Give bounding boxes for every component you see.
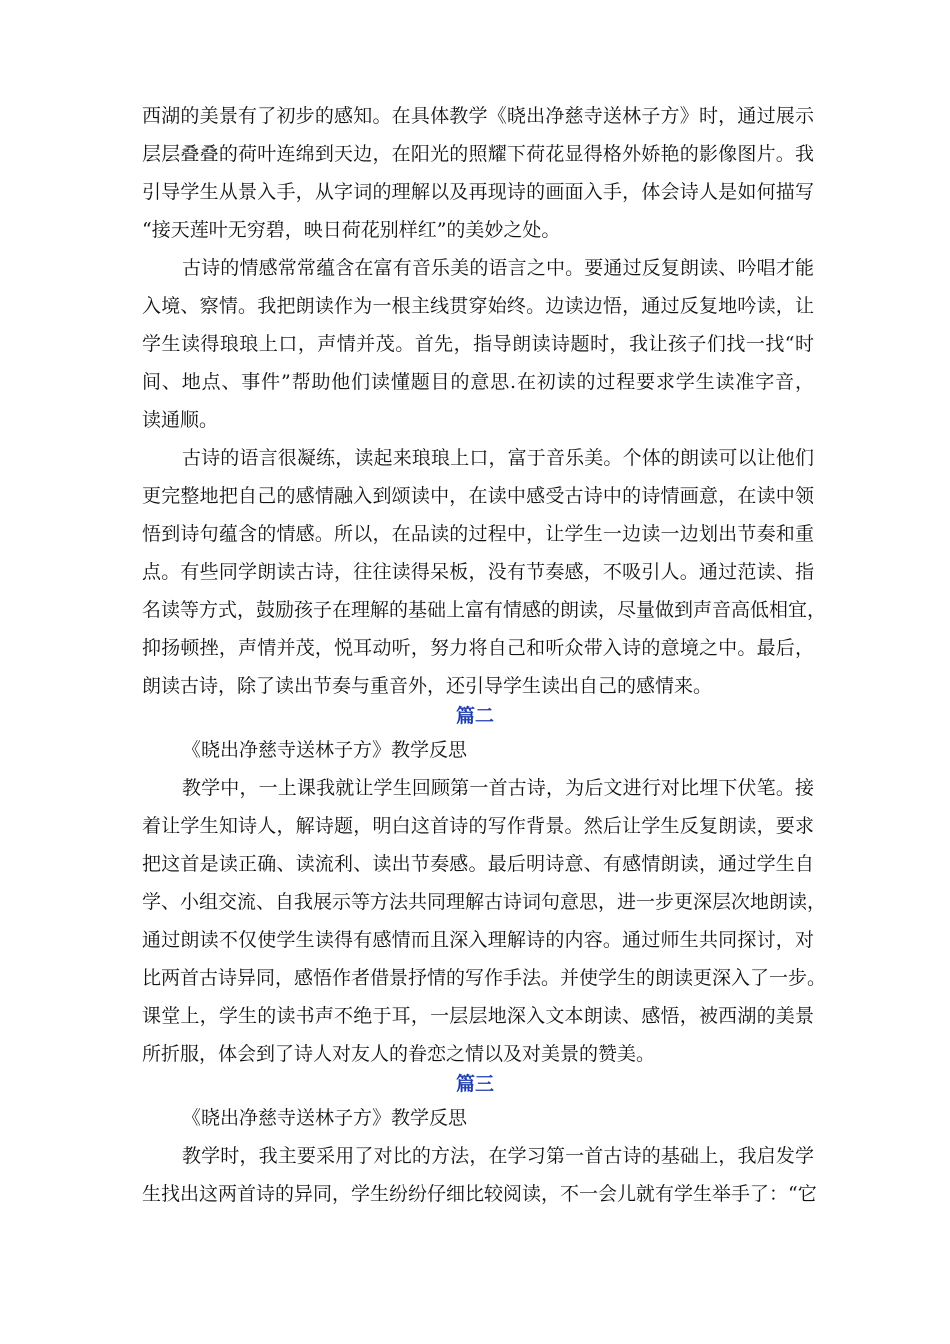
- p3-line-2: 更完整地把自己的感情融入到颂读中，在读中感受古诗中的诗情画意，在读中领: [142, 485, 814, 507]
- p2-line-4: 间、地点、事件”帮助他们读懂题目的意思.在初读的过程要求学生读准字音，: [142, 371, 814, 393]
- p1-line-3: 引导学生从景入手，从字词的理解以及再现诗的画面入手，体会诗人是如何描写: [142, 181, 814, 203]
- s2-line-6: 比两首古诗异同，感悟作者借景抒情的写作手法。并使学生的朗读更深入了一步。: [142, 967, 827, 989]
- p3-line-5: 名读等方式，鼓励孩子在理解的基础上富有情感的朗读，尽量做到声音高低相宜，: [142, 599, 827, 621]
- p2-line-3: 学生读得琅琅上口，声情并茂。首先，指导朗读诗题时，我让孩子们找一找“时: [142, 333, 814, 355]
- s2-line-7: 课堂上，学生的读书声不绝于耳，一层层地深入文本朗读、感悟，被西湖的美景: [142, 1005, 814, 1027]
- s2-line-8: 所折服，体会到了诗人对友人的眷恋之情以及对美景的赞美。: [142, 1043, 656, 1065]
- p1-line-4: “接天莲叶无穷碧，映日荷花别样红”的美妙之处。: [142, 219, 561, 241]
- section-heading-2: 篇二: [455, 705, 494, 727]
- p3-line-1: 古诗的语言很凝练，读起来琅琅上口，富于音乐美。个体的朗读可以让他们: [182, 447, 814, 469]
- p1-line-2: 层层叠叠的荷叶连绵到天边，在阳光的照耀下荷花显得格外娇艳的影像图片。我: [142, 143, 814, 165]
- p2-line-5: 读通顺。: [142, 409, 219, 431]
- section3-subtitle: 《晓出净慈寺送林子方》教学反思: [182, 1107, 468, 1129]
- p3-line-3: 悟到诗句蕴含的情感。所以，在品读的过程中，让学生一边读一边划出节奏和重: [142, 523, 814, 545]
- s3-line-1: 教学时，我主要采用了对比的方法，在学习第一首古诗的基础上，我启发学: [182, 1145, 814, 1167]
- section-heading-3: 篇三: [455, 1073, 494, 1095]
- p2-line-1: 古诗的情感常常蕴含在富有音乐美的语言之中。要通过反复朗读、吟唱才能: [182, 257, 814, 279]
- s2-line-2: 着让学生知诗人，解诗题，明白这首诗的写作背景。然后让学生反复朗读，要求: [142, 815, 814, 837]
- p2-line-2: 入境、察情。我把朗读作为一根主线贯穿始终。边读边悟，通过反复地吟读，让: [142, 295, 814, 317]
- s2-line-3: 把这首是读正确、读流利、读出节奏感。最后明诗意、有感情朗读，通过学生自: [142, 853, 814, 875]
- s2-line-1: 教学中，一上课我就让学生回顾第一首古诗，为后文进行对比埋下伏笔。接: [182, 777, 814, 799]
- p3-line-7: 朗读古诗，除了读出节奏与重音外，还引导学生读出自己的感情来。: [142, 675, 713, 697]
- s2-line-5: 通过朗读不仅使学生读得有感情而且深入理解诗的内容。通过师生共同探讨，对: [142, 929, 814, 951]
- p3-line-4: 点。有些同学朗读古诗，往往读得呆板，没有节奏感，不吸引人。通过范读、指: [142, 561, 814, 583]
- s3-line-2: 生找出这两首诗的异同，学生纷纷仔细比较阅读，不一会儿就有学生举手了：“它: [142, 1183, 817, 1205]
- p1-line-1: 西湖的美景有了初步的感知。在具体教学《晓出净慈寺送林子方》时，通过展示: [142, 105, 814, 127]
- p3-line-6: 抑扬顿挫，声情并茂，悦耳动听，努力将自己和听众带入诗的意境之中。最后，: [142, 637, 814, 659]
- s2-line-4: 学、小组交流、自我展示等方法共同理解古诗词句意思，进一步更深层次地朗读，: [142, 891, 827, 913]
- section2-subtitle: 《晓出净慈寺送林子方》教学反思: [182, 739, 468, 761]
